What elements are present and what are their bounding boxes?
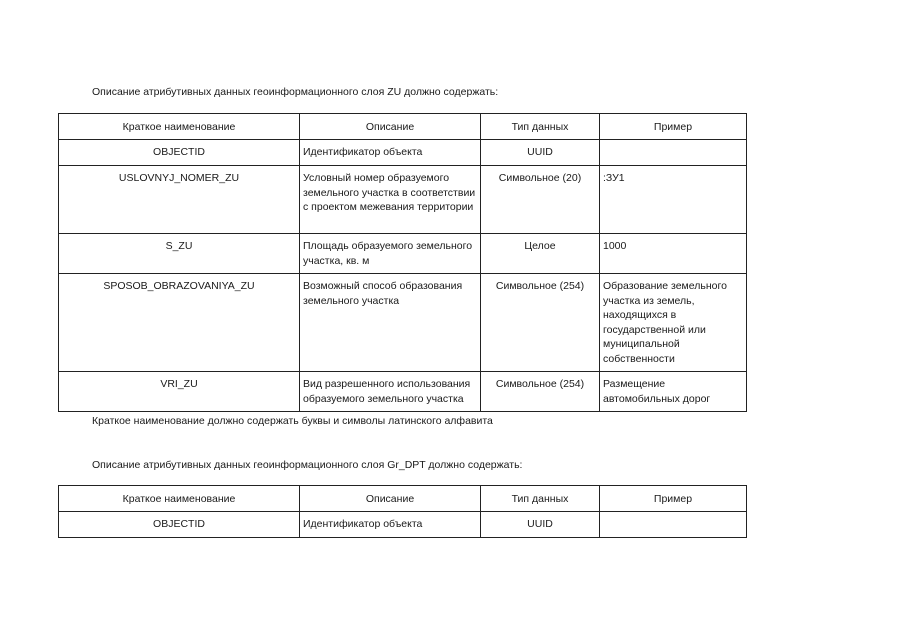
column-header-short-name: Краткое наименование: [59, 114, 300, 140]
cell-description: Возможный способ образования земельного участка: [300, 274, 481, 372]
cell-data-type: Символьное (254): [481, 372, 600, 412]
column-header-description: Описание: [300, 486, 481, 512]
table-header-row: [59, 114, 747, 140]
column-header-example: Пример: [600, 114, 747, 140]
table-header-row: [59, 486, 747, 512]
column-header-short-name: Краткое наименование: [59, 486, 300, 512]
cell-description: Условный номер образуемого земельного участка в соответствии с проектом межевания территории: [300, 166, 481, 234]
column-header-example: Пример: [600, 486, 747, 512]
table-row: [59, 140, 747, 166]
cell-short-name: S_ZU: [59, 234, 300, 274]
cell-example: [600, 512, 747, 538]
cell-data-type: UUID: [481, 140, 600, 166]
table-row: [59, 166, 747, 234]
cell-example: Размещение автомобильных дорог: [600, 372, 747, 412]
intro-zu-text: Описание атрибутивных данных геоинформационного слоя ZU должно содержать:: [92, 86, 499, 98]
cell-description: Идентификатор объекта: [300, 140, 481, 166]
cell-short-name: OBJECTID: [59, 512, 300, 538]
cell-description: Площадь образуемого земельного участка, кв. м: [300, 234, 481, 274]
cell-short-name: VRI_ZU: [59, 372, 300, 412]
cell-example: Образование земельного участка из земель, находящихся в государственной или муниципальной собственности: [600, 274, 747, 372]
cell-data-type: Символьное (254): [481, 274, 600, 372]
latin-note-text: Краткое наименование должно содержать буквы и символы латинского алфавита: [92, 415, 493, 427]
cell-data-type: Целое: [481, 234, 600, 274]
cell-data-type: UUID: [481, 512, 600, 538]
column-header-description: Описание: [300, 114, 481, 140]
table-row: [59, 372, 747, 412]
cell-description: Идентификатор объекта: [300, 512, 481, 538]
cell-example: [600, 140, 747, 166]
cell-data-type: Символьное (20): [481, 166, 600, 234]
cell-short-name: SPOSOB_OBRAZOVANIYA_ZU: [59, 274, 300, 372]
cell-example: 1000: [600, 234, 747, 274]
column-header-data-type: Тип данных: [481, 486, 600, 512]
cell-short-name: USLOVNYJ_NOMER_ZU: [59, 166, 300, 234]
intro-gr-dpt-text: Описание атрибутивных данных геоинформационного слоя Gr_DPT должно содержать:: [92, 459, 523, 471]
cell-description: Вид разрешенного использования образуемого земельного участка: [300, 372, 481, 412]
zu-attribute-table: [58, 113, 747, 412]
table-row: [59, 234, 747, 274]
cell-example: :ЗУ1: [600, 166, 747, 234]
column-header-data-type: Тип данных: [481, 114, 600, 140]
cell-short-name: OBJECTID: [59, 140, 300, 166]
gr-dpt-attribute-table: [58, 485, 747, 538]
table-row: [59, 512, 747, 538]
table-row: [59, 274, 747, 372]
